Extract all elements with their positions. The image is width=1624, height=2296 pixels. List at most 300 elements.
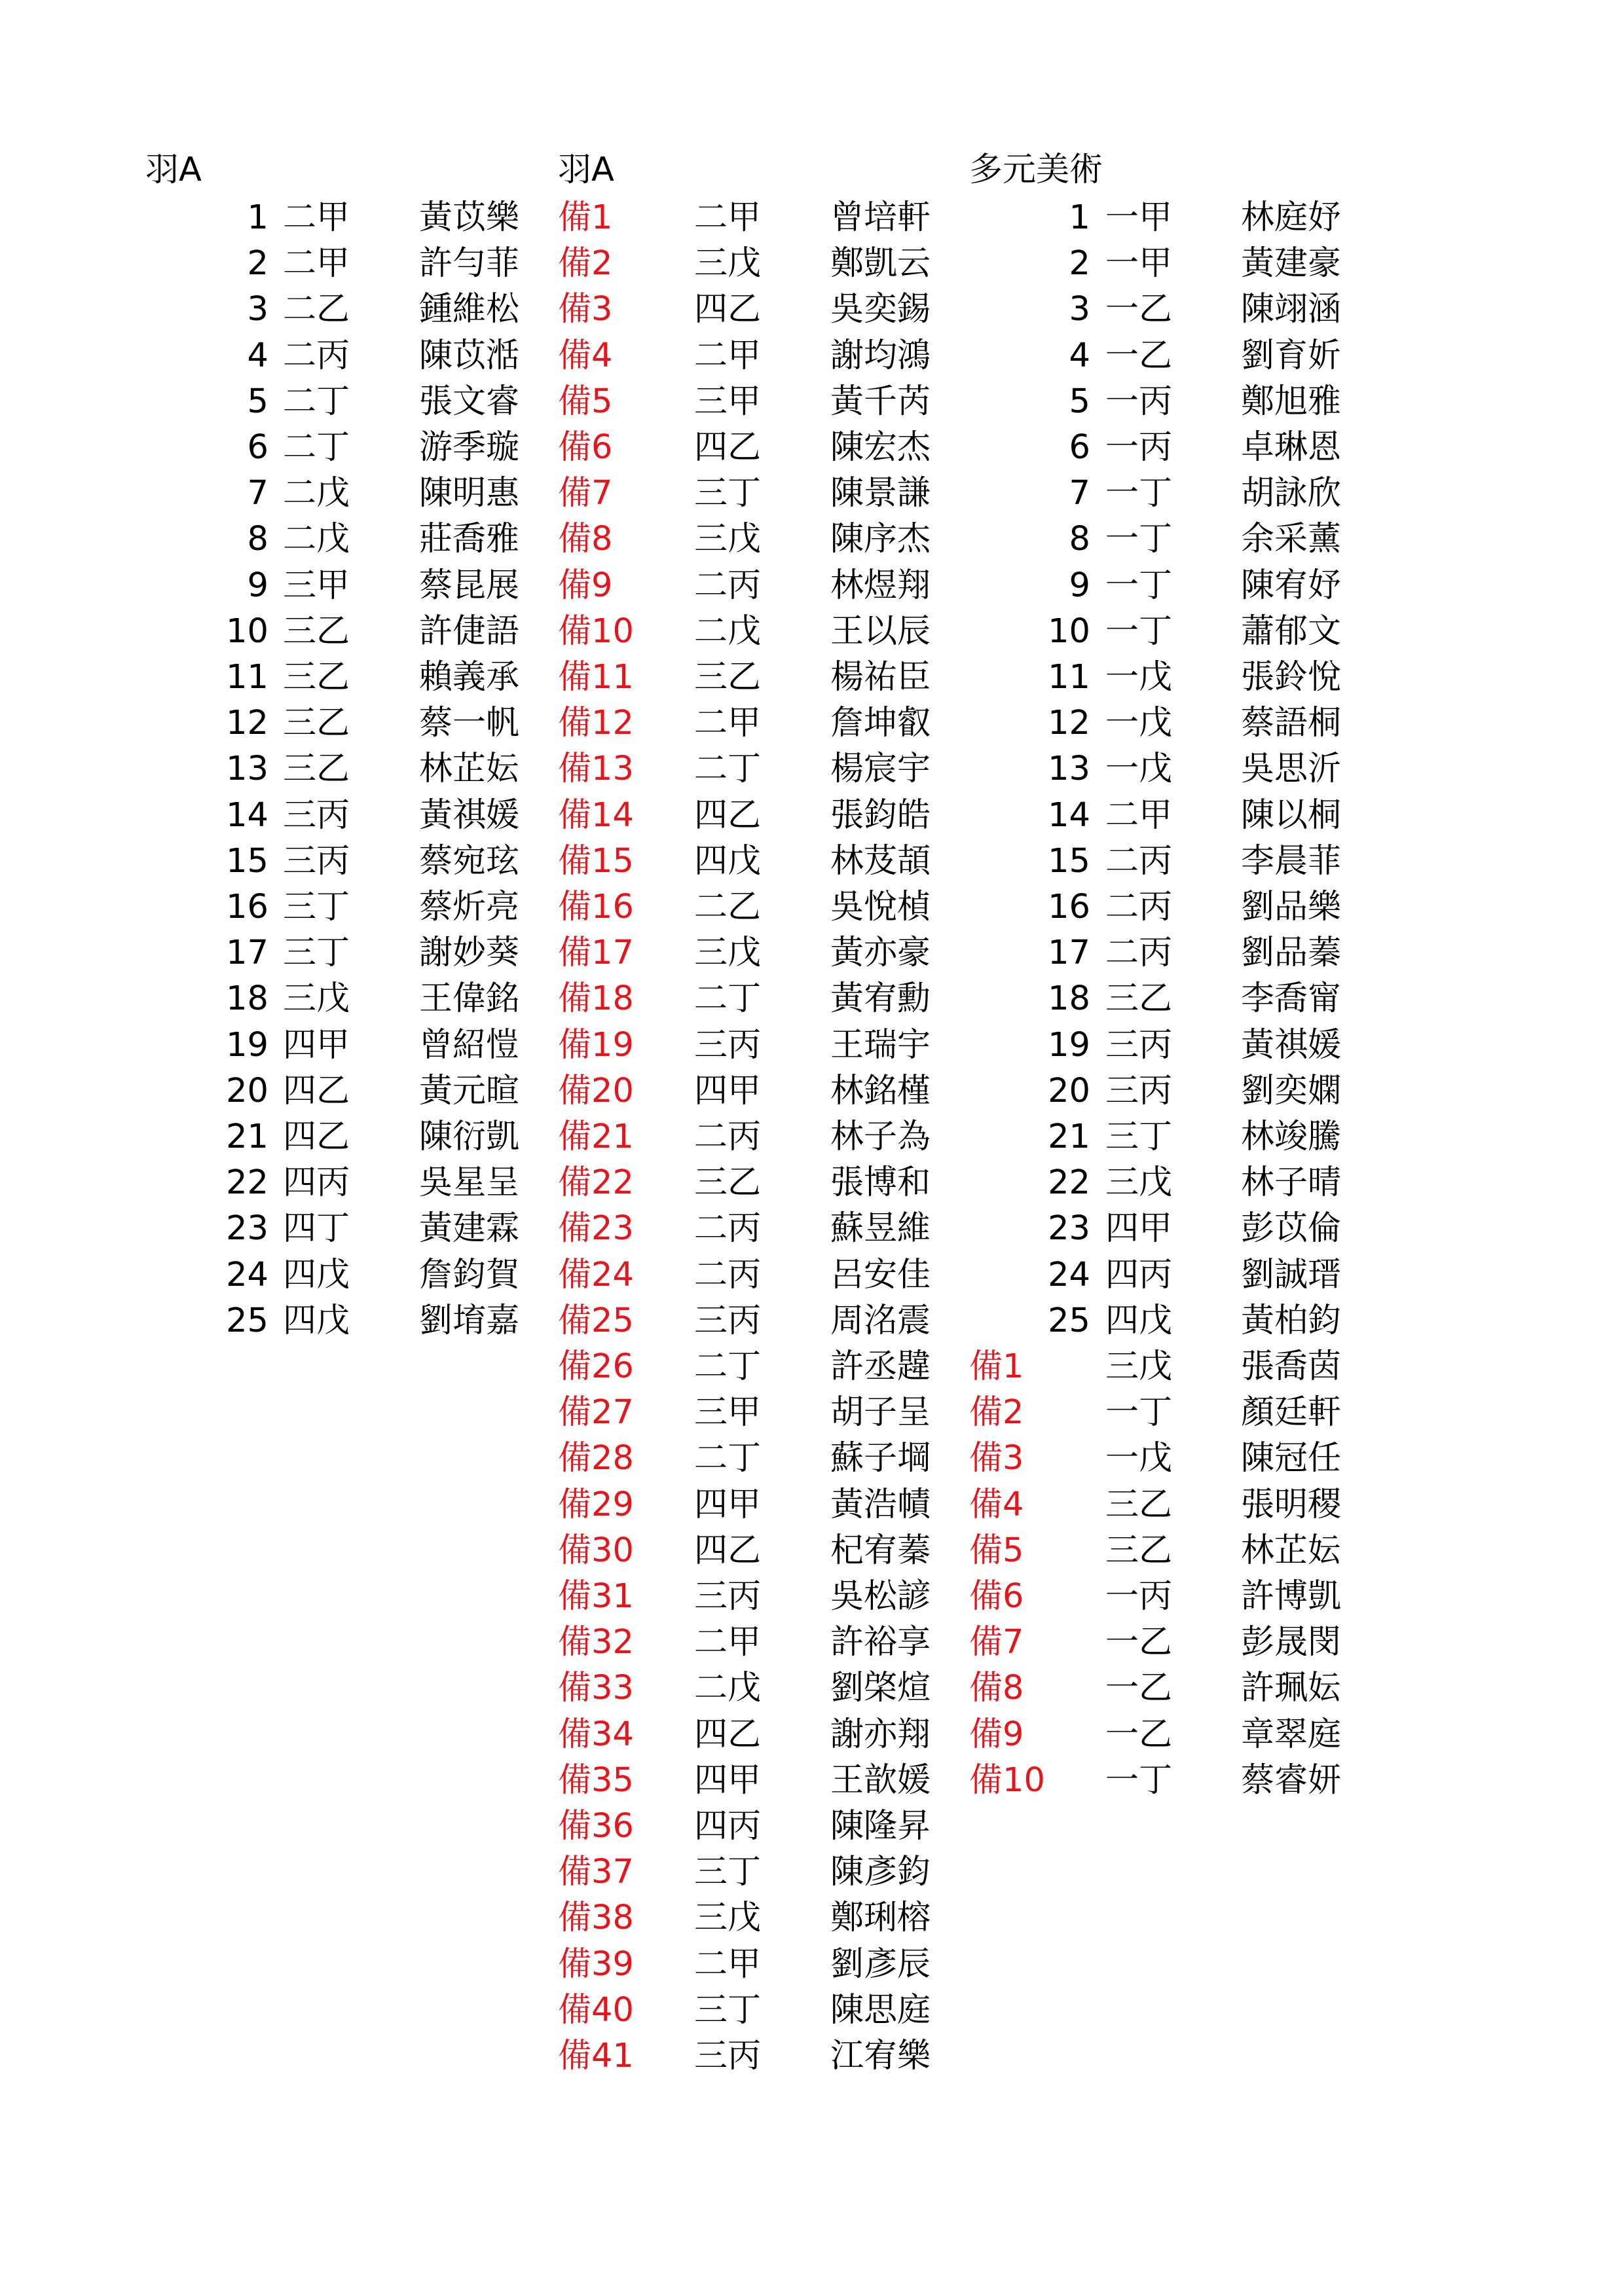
- col3-reserve-class: 三乙: [1105, 1485, 1173, 1524]
- col1-row-number: 18: [226, 979, 268, 1019]
- col3-reserve-name: 林芷妘: [1241, 1531, 1342, 1570]
- col3-reserve-name: 張喬茵: [1241, 1347, 1342, 1386]
- col2-row-class: 二甲: [694, 704, 762, 743]
- col2-reserve-number: 備39: [558, 1944, 634, 1984]
- col3-row-name: 林庭妤: [1241, 198, 1342, 237]
- col2-reserve-number: 備31: [558, 1577, 634, 1616]
- col2-row-name: 林子為: [830, 1118, 931, 1156]
- col1-row-number: 24: [226, 1255, 268, 1294]
- col3-row-name: 余采薰: [1241, 520, 1342, 559]
- col2-row-class: 四丙: [694, 1807, 762, 1846]
- col2-row-class: 四甲: [694, 1485, 762, 1524]
- col2-reserve-number: 備2: [558, 244, 613, 283]
- col1-row-number: 23: [226, 1209, 268, 1248]
- col3-row-name: 李喬甯: [1241, 979, 1342, 1019]
- col2-reserve-number: 備37: [558, 1853, 634, 1892]
- col2-reserve-number: 備6: [558, 428, 613, 467]
- col3-row-class: 一乙: [1105, 336, 1173, 375]
- col3-reserve-class: 三乙: [1105, 1531, 1173, 1570]
- col3-row-number: 2: [1069, 244, 1090, 283]
- col1-row-name: 黃元暄: [419, 1071, 520, 1110]
- col2-reserve-number: 備41: [558, 2037, 634, 2075]
- col3-row-class: 一丁: [1105, 566, 1173, 605]
- col3-row-class: 一丁: [1105, 474, 1173, 513]
- col1-row-number: 11: [226, 658, 268, 697]
- col3-row-name: 林竣騰: [1241, 1118, 1342, 1156]
- col2-reserve-number: 備26: [558, 1347, 634, 1386]
- col1-row-number: 2: [247, 244, 268, 283]
- col1-row-number: 15: [226, 841, 268, 881]
- col1-row-name: 賴義承: [419, 658, 520, 697]
- col3-reserve-number: 備10: [969, 1760, 1045, 1800]
- col3-row-number: 23: [1048, 1209, 1090, 1248]
- col2-row-name: 王瑞宇: [830, 1025, 931, 1065]
- col2-reserve-number: 備32: [558, 1623, 634, 1662]
- col1-row-number: 7: [247, 474, 268, 513]
- col2-reserve-number: 備12: [558, 704, 634, 743]
- col2-row-class: 二戊: [694, 611, 762, 651]
- col1-row-class: 四丁: [283, 1209, 350, 1248]
- col2-row-name: 謝亦翔: [830, 1715, 931, 1754]
- col3-row-class: 一丁: [1105, 520, 1173, 559]
- col3-row-class: 一丁: [1105, 611, 1173, 651]
- col2-reserve-number: 備19: [558, 1025, 634, 1065]
- col2-row-class: 四甲: [694, 1071, 762, 1110]
- col2-row-name: 周洺震: [830, 1301, 931, 1340]
- col3-row-class: 一甲: [1105, 244, 1173, 283]
- col3-row-name: 林子晴: [1241, 1163, 1342, 1203]
- col3-reserve-number: 備4: [969, 1485, 1024, 1524]
- col1-row-name: 黃建霖: [419, 1209, 520, 1248]
- col1-row-class: 四乙: [283, 1071, 350, 1110]
- col2-row-class: 二丙: [694, 566, 762, 605]
- col3-reserve-number: 備2: [969, 1393, 1024, 1432]
- col2-reserve-number: 備36: [558, 1807, 634, 1846]
- col1-row-number: 6: [247, 428, 268, 467]
- col2-reserve-number: 備21: [558, 1118, 634, 1156]
- col3-row-name: 胡詠欣: [1241, 474, 1342, 513]
- col3-reserve-name: 彭晟閔: [1241, 1623, 1342, 1662]
- col3-row-number: 19: [1048, 1025, 1090, 1065]
- col1-row-name: 蔡宛玹: [419, 841, 520, 881]
- col3-row-name: 鄭旭雅: [1241, 382, 1342, 421]
- col2-row-class: 二乙: [694, 888, 762, 926]
- col2-row-name: 鄭凱云: [830, 244, 931, 283]
- col1-row-number: 16: [226, 888, 268, 926]
- col2-reserve-number: 備7: [558, 474, 613, 513]
- col2-row-name: 黃千芮: [830, 382, 931, 421]
- col3-row-number: 22: [1048, 1163, 1090, 1203]
- col3-row-class: 三丁: [1105, 1118, 1173, 1156]
- col2-row-class: 三甲: [694, 382, 762, 421]
- col3-reserve-number: 備6: [969, 1577, 1024, 1616]
- col2-reserve-number: 備30: [558, 1531, 634, 1570]
- col3-row-number: 10: [1048, 611, 1090, 651]
- col3-row-number: 6: [1069, 428, 1090, 467]
- col3-row-name: 陳宥妤: [1241, 566, 1342, 605]
- col2-reserve-number: 備38: [558, 1899, 634, 1938]
- col3-row-class: 一戊: [1105, 704, 1173, 743]
- col2-row-name: 林芨頡: [830, 841, 931, 881]
- col3-reserve-class: 一丁: [1105, 1760, 1173, 1800]
- col1-row-name: 陳明惠: [419, 474, 520, 513]
- col3-row-number: 9: [1069, 566, 1090, 605]
- col2-row-class: 二丙: [694, 1118, 762, 1156]
- col1-row-class: 三丙: [283, 841, 350, 881]
- col2-reserve-number: 備9: [558, 566, 613, 605]
- col1-row-class: 三戊: [283, 979, 350, 1019]
- col3-row-class: 三乙: [1105, 979, 1173, 1019]
- col1-row-number: 3: [247, 290, 268, 329]
- col3-row-class: 四戊: [1105, 1301, 1173, 1340]
- col3-row-name: 黃建豪: [1241, 244, 1342, 283]
- col3-row-number: 18: [1048, 979, 1090, 1019]
- col2-reserve-number: 備11: [558, 658, 634, 697]
- col2-reserve-number: 備18: [558, 979, 634, 1019]
- col3-row-class: 三丙: [1105, 1071, 1173, 1110]
- col2-row-name: 黃宥勳: [830, 979, 931, 1019]
- col1-row-number: 1: [247, 198, 268, 237]
- col1-row-class: 三丁: [283, 888, 350, 926]
- col3-row-name: 張鈴悅: [1241, 658, 1342, 697]
- col2-row-class: 三戊: [694, 1899, 762, 1938]
- col2-row-name: 胡子呈: [830, 1393, 931, 1432]
- col3-row-number: 5: [1069, 382, 1090, 421]
- col3-reserve-number: 備7: [969, 1623, 1024, 1662]
- col2-row-class: 四乙: [694, 1531, 762, 1570]
- col1-row-number: 10: [226, 611, 268, 651]
- col1-row-class: 三丁: [283, 934, 350, 973]
- col2-row-class: 三戊: [694, 520, 762, 559]
- col2-reserve-number: 備20: [558, 1071, 634, 1110]
- col3-row-name: 劉奕嫻: [1241, 1071, 1342, 1110]
- col2-row-class: 三丁: [694, 1853, 762, 1892]
- col2-row-name: 陳思庭: [830, 1990, 931, 2030]
- col2-row-name: 楊宸宇: [830, 750, 931, 789]
- col3-reserve-class: 一丁: [1105, 1393, 1173, 1432]
- col2-row-name: 楊祐臣: [830, 658, 931, 697]
- col3-row-class: 四丙: [1105, 1255, 1173, 1294]
- col2-reserve-number: 備16: [558, 888, 634, 926]
- col3-row-class: 二丙: [1105, 841, 1173, 881]
- col2-row-class: 二丁: [694, 1439, 762, 1478]
- col2-reserve-number: 備23: [558, 1209, 634, 1248]
- col3-reserve-class: 一乙: [1105, 1715, 1173, 1754]
- col1-row-name: 王偉銘: [419, 979, 520, 1019]
- col1-row-name: 張文睿: [419, 382, 520, 421]
- col2-reserve-number: 備28: [558, 1439, 634, 1478]
- col2-row-class: 三戊: [694, 934, 762, 973]
- col3-reserve-class: 一丙: [1105, 1577, 1173, 1616]
- col2-row-name: 張博和: [830, 1163, 931, 1203]
- col3-row-name: 蔡語桐: [1241, 704, 1342, 743]
- col3-row-number: 17: [1048, 934, 1090, 973]
- col3-row-name: 彭苡倫: [1241, 1209, 1342, 1248]
- col3-title: 多元美術: [969, 151, 1103, 189]
- col2-reserve-number: 備22: [558, 1163, 634, 1203]
- col1-row-name: 詹鈞賀: [419, 1255, 520, 1294]
- col3-reserve-name: 蔡睿妍: [1241, 1760, 1342, 1800]
- col2-row-class: 二甲: [694, 1944, 762, 1984]
- col3-row-name: 黃祺媛: [1241, 1025, 1342, 1065]
- col3-row-number: 12: [1048, 704, 1090, 743]
- col1-row-class: 二丙: [283, 336, 350, 375]
- col3-row-class: 三戊: [1105, 1163, 1173, 1203]
- col2-reserve-number: 備3: [558, 290, 613, 329]
- col2-row-name: 許丞韙: [830, 1347, 931, 1386]
- col2-row-name: 陳彥鈞: [830, 1853, 931, 1892]
- col1-row-name: 劉堉嘉: [419, 1301, 520, 1340]
- col1-row-name: 謝妙葵: [419, 934, 520, 973]
- col2-reserve-number: 備4: [558, 336, 613, 375]
- col3-row-number: 20: [1048, 1071, 1090, 1110]
- col3-row-class: 一乙: [1105, 290, 1173, 329]
- col2-row-name: 陳序杰: [830, 520, 931, 559]
- col3-reserve-class: 一乙: [1105, 1669, 1173, 1708]
- col1-row-class: 二戊: [283, 474, 350, 513]
- col3-row-number: 15: [1048, 841, 1090, 881]
- col1-row-number: 12: [226, 704, 268, 743]
- col1-row-name: 黃苡樂: [419, 198, 520, 237]
- col1-row-class: 二甲: [283, 244, 350, 283]
- col2-row-class: 三丙: [694, 1301, 762, 1340]
- col2-row-class: 二丁: [694, 750, 762, 789]
- col2-row-class: 三丙: [694, 1025, 762, 1065]
- col2-row-name: 吳奕錫: [830, 290, 931, 329]
- col2-reserve-number: 備25: [558, 1301, 634, 1340]
- col2-row-class: 四戊: [694, 841, 762, 881]
- col3-row-number: 11: [1048, 658, 1090, 697]
- col1-row-name: 許倢語: [419, 611, 520, 651]
- col1-row-name: 陳衍凱: [419, 1118, 520, 1156]
- col2-row-name: 吳悅楨: [830, 888, 931, 926]
- col3-row-name: 劉育妡: [1241, 336, 1342, 375]
- col3-reserve-number: 備9: [969, 1715, 1024, 1754]
- col3-row-number: 24: [1048, 1255, 1090, 1294]
- col1-row-name: 游季璇: [419, 428, 520, 467]
- col2-row-name: 陳宏杰: [830, 428, 931, 467]
- col1-row-class: 四戊: [283, 1301, 350, 1340]
- col2-row-class: 二丁: [694, 979, 762, 1019]
- col2-reserve-number: 備17: [558, 934, 634, 973]
- col3-reserve-number: 備1: [969, 1347, 1024, 1386]
- col2-row-name: 曾培軒: [830, 198, 931, 237]
- col1-row-number: 22: [226, 1163, 268, 1203]
- col2-reserve-number: 備24: [558, 1255, 634, 1294]
- col2-row-class: 二甲: [694, 198, 762, 237]
- col3-row-name: 蕭郁文: [1241, 611, 1342, 651]
- col1-row-class: 三乙: [283, 704, 350, 743]
- col2-row-name: 陳景謙: [830, 474, 931, 513]
- col3-reserve-name: 許珮妘: [1241, 1669, 1342, 1708]
- col3-reserve-class: 一戊: [1105, 1439, 1173, 1478]
- col2-row-name: 陳隆昇: [830, 1807, 931, 1846]
- col1-row-name: 蔡昆展: [419, 566, 520, 605]
- col3-row-name: 李晨菲: [1241, 841, 1342, 881]
- col2-reserve-number: 備5: [558, 382, 613, 421]
- col2-title: 羽A: [558, 151, 614, 189]
- col2-row-class: 三丁: [694, 474, 762, 513]
- col2-row-name: 林銘槿: [830, 1071, 931, 1110]
- col3-row-number: 21: [1048, 1118, 1090, 1156]
- col2-row-name: 蘇子堈: [830, 1439, 931, 1478]
- col3-reserve-name: 張明稷: [1241, 1485, 1342, 1524]
- col2-row-name: 林煜翔: [830, 566, 931, 605]
- col3-row-class: 一戊: [1105, 658, 1173, 697]
- col2-row-class: 三丁: [694, 1990, 762, 2030]
- col2-row-name: 劉彥辰: [830, 1944, 931, 1984]
- col3-row-class: 二甲: [1105, 795, 1173, 835]
- col1-row-class: 二丁: [283, 428, 350, 467]
- col2-reserve-number: 備35: [558, 1760, 634, 1800]
- col2-row-name: 劉棨煊: [830, 1669, 931, 1708]
- col3-row-number: 16: [1048, 888, 1090, 926]
- col2-reserve-number: 備14: [558, 795, 634, 835]
- col2-row-class: 二丁: [694, 1347, 762, 1386]
- col3-row-class: 三丙: [1105, 1025, 1173, 1065]
- col2-row-name: 杞宥蓁: [830, 1531, 931, 1570]
- col2-row-class: 四甲: [694, 1760, 762, 1800]
- col3-row-name: 卓琳恩: [1241, 428, 1342, 467]
- col1-row-class: 三丙: [283, 795, 350, 835]
- col1-row-class: 二甲: [283, 198, 350, 237]
- col1-row-class: 四戊: [283, 1255, 350, 1294]
- col3-row-number: 25: [1048, 1301, 1090, 1340]
- col2-reserve-number: 備27: [558, 1393, 634, 1432]
- col2-row-name: 鄭琍榕: [830, 1899, 931, 1938]
- col1-row-name: 林芷妘: [419, 750, 520, 789]
- col2-row-class: 二丙: [694, 1209, 762, 1248]
- col3-row-name: 吳思沂: [1241, 750, 1342, 789]
- col3-row-class: 四甲: [1105, 1209, 1173, 1248]
- col1-row-class: 二戊: [283, 520, 350, 559]
- col3-reserve-name: 章翠庭: [1241, 1715, 1342, 1754]
- col3-row-number: 1: [1069, 198, 1090, 237]
- col2-row-name: 王以辰: [830, 611, 931, 651]
- col1-row-class: 二丁: [283, 382, 350, 421]
- col1-row-number: 9: [247, 566, 268, 605]
- col1-row-number: 14: [226, 795, 268, 835]
- col2-reserve-number: 備13: [558, 750, 634, 789]
- col2-row-class: 二甲: [694, 1623, 762, 1662]
- col3-row-class: 一戊: [1105, 750, 1173, 789]
- col1-row-name: 蔡炘亮: [419, 888, 520, 926]
- col2-row-class: 四乙: [694, 290, 762, 329]
- col2-row-name: 詹坤叡: [830, 704, 931, 743]
- col1-row-name: 曾紹愷: [419, 1025, 520, 1065]
- col3-reserve-name: 顏廷軒: [1241, 1393, 1342, 1432]
- col3-row-class: 二丙: [1105, 934, 1173, 973]
- col2-row-name: 張鈞皓: [830, 795, 931, 835]
- col1-row-class: 四甲: [283, 1025, 350, 1065]
- col3-reserve-number: 備5: [969, 1531, 1024, 1570]
- col3-row-name: 劉品蓁: [1241, 934, 1342, 973]
- col1-row-class: 三乙: [283, 658, 350, 697]
- col3-reserve-class: 一乙: [1105, 1623, 1173, 1662]
- col1-row-number: 21: [226, 1118, 268, 1156]
- col1-row-name: 黃祺媛: [419, 795, 520, 835]
- col1-row-number: 25: [226, 1301, 268, 1340]
- col1-row-class: 四丙: [283, 1163, 350, 1203]
- col2-row-class: 三甲: [694, 1393, 762, 1432]
- col2-row-name: 許裕享: [830, 1623, 931, 1662]
- col2-row-class: 四乙: [694, 1715, 762, 1754]
- col3-row-class: 一丙: [1105, 428, 1173, 467]
- col2-row-class: 四乙: [694, 795, 762, 835]
- col3-row-name: 劉品樂: [1241, 888, 1342, 926]
- col2-reserve-number: 備33: [558, 1669, 634, 1708]
- col3-row-number: 4: [1069, 336, 1090, 375]
- col2-row-class: 二丙: [694, 1255, 762, 1294]
- col3-reserve-number: 備8: [969, 1669, 1024, 1708]
- col3-reserve-name: 陳冠任: [1241, 1439, 1342, 1478]
- col2-row-class: 二甲: [694, 336, 762, 375]
- col2-row-name: 王歆媛: [830, 1760, 931, 1800]
- col2-row-name: 謝均鴻: [830, 336, 931, 375]
- col1-row-name: 吳星呈: [419, 1163, 520, 1203]
- col3-reserve-class: 三戊: [1105, 1347, 1173, 1386]
- col2-reserve-number: 備29: [558, 1485, 634, 1524]
- col1-row-class: 三甲: [283, 566, 350, 605]
- col3-row-number: 7: [1069, 474, 1090, 513]
- col3-row-number: 8: [1069, 520, 1090, 559]
- col3-row-number: 13: [1048, 750, 1090, 789]
- col2-reserve-number: 備8: [558, 520, 613, 559]
- col2-row-class: 三乙: [694, 1163, 762, 1203]
- col2-row-name: 黃浩幘: [830, 1485, 931, 1524]
- col2-reserve-number: 備40: [558, 1990, 634, 2030]
- col1-row-number: 17: [226, 934, 268, 973]
- col1-row-number: 4: [247, 336, 268, 375]
- col1-row-number: 19: [226, 1025, 268, 1065]
- col2-row-class: 三丙: [694, 2037, 762, 2075]
- col2-row-class: 二戊: [694, 1669, 762, 1708]
- col2-row-class: 三戊: [694, 244, 762, 283]
- col2-row-class: 四乙: [694, 428, 762, 467]
- col3-reserve-name: 許博凱: [1241, 1577, 1342, 1616]
- col2-row-class: 三乙: [694, 658, 762, 697]
- col1-row-number: 8: [247, 520, 268, 559]
- col1-row-name: 陳苡湉: [419, 336, 520, 375]
- col1-title: 羽A: [145, 151, 202, 189]
- col3-row-number: 14: [1048, 795, 1090, 835]
- col1-row-class: 二乙: [283, 290, 350, 329]
- col2-row-name: 蘇昱維: [830, 1209, 931, 1248]
- col1-row-number: 13: [226, 750, 268, 789]
- col3-row-name: 黃柏鈞: [1241, 1301, 1342, 1340]
- col2-row-name: 吳松諺: [830, 1577, 931, 1616]
- col2-reserve-number: 備1: [558, 198, 613, 237]
- col3-row-name: 陳以桐: [1241, 795, 1342, 835]
- col1-row-class: 三乙: [283, 750, 350, 789]
- col2-reserve-number: 備10: [558, 611, 634, 651]
- col2-reserve-number: 備34: [558, 1715, 634, 1754]
- col3-row-name: 陳翊涵: [1241, 290, 1342, 329]
- col2-row-name: 呂安佳: [830, 1255, 931, 1294]
- col1-row-number: 20: [226, 1071, 268, 1110]
- col1-row-number: 5: [247, 382, 268, 421]
- col3-row-class: 一丙: [1105, 382, 1173, 421]
- col2-row-class: 三丙: [694, 1577, 762, 1616]
- col3-row-class: 二丙: [1105, 888, 1173, 926]
- col1-row-class: 四乙: [283, 1118, 350, 1156]
- col2-reserve-number: 備15: [558, 841, 634, 881]
- col2-row-name: 江宥樂: [830, 2037, 931, 2075]
- col3-row-name: 劉誠瑨: [1241, 1255, 1342, 1294]
- col1-row-name: 莊喬雅: [419, 520, 520, 559]
- col1-row-name: 許勻菲: [419, 244, 520, 283]
- col1-row-class: 三乙: [283, 611, 350, 651]
